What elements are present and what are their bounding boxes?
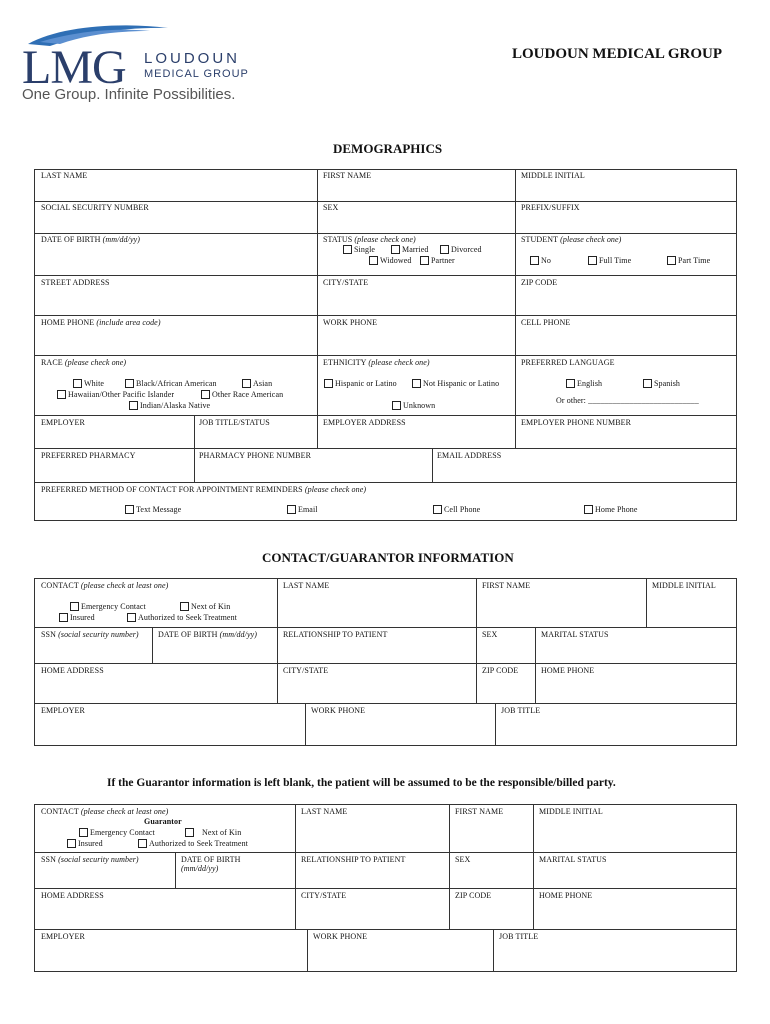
student-parttime-option[interactable]: [667, 256, 710, 265]
dob-hint: (mm/dd/yy): [181, 864, 219, 873]
contact-dob-field[interactable]: [158, 630, 257, 639]
contact-job-title-field[interactable]: JOB TITLE: [501, 706, 541, 715]
work-phone-field[interactable]: WORK PHONE: [323, 318, 378, 327]
status-divorced-option[interactable]: [440, 245, 482, 254]
checkbox-icon[interactable]: [420, 256, 429, 265]
race-hawaiian-option[interactable]: [57, 390, 174, 399]
option-label: Hawaiian/Other Pacific Islander: [68, 390, 175, 399]
contact-home-address-field[interactable]: HOME ADDRESS: [41, 666, 104, 675]
contact-last-name-field[interactable]: LAST NAME: [283, 581, 330, 590]
option-label: White: [84, 379, 105, 388]
prefix-suffix-field[interactable]: PREFIX/SUFFIX: [521, 203, 580, 212]
checkbox-icon[interactable]: [59, 613, 68, 622]
dob-hint: (mm/dd/yy): [102, 235, 141, 244]
status-partner-option[interactable]: [420, 256, 455, 265]
guarantor-subheading: Guarantor: [144, 817, 182, 826]
contact-heading: CONTACT/GUARANTOR INFORMATION: [262, 550, 514, 565]
logo-letters: LMG: [22, 41, 126, 94]
option-label: Full Time: [599, 256, 632, 265]
language-other-field[interactable]: Or other: ___________________________: [556, 396, 699, 405]
guarantor-work-phone-field[interactable]: WORK PHONE: [313, 932, 368, 941]
sex-field[interactable]: SEX: [323, 203, 339, 212]
guarantor-contact-label: [41, 807, 168, 816]
student-label: [521, 235, 621, 244]
option-label: Asian: [253, 379, 273, 388]
ethnicity-text: ETHNICITY: [323, 358, 367, 367]
contact-ssn-field[interactable]: [41, 630, 139, 639]
checkbox-icon[interactable]: [392, 401, 401, 410]
race-other-option[interactable]: [201, 390, 283, 399]
dob-label: DATE OF BIRTH: [181, 855, 241, 864]
checkbox-icon[interactable]: [588, 256, 597, 265]
checkbox-icon[interactable]: [201, 390, 210, 399]
dob-field[interactable]: [41, 235, 140, 244]
checkbox-icon[interactable]: [412, 379, 421, 388]
guarantor-emergency-option[interactable]: [79, 828, 155, 837]
option-label: Black/African American: [136, 379, 217, 388]
option-label: Divorced: [451, 245, 482, 254]
checkbox-icon[interactable]: [530, 256, 539, 265]
email-field[interactable]: EMAIL ADDRESS: [437, 451, 502, 460]
street-address-field[interactable]: STREET ADDRESS: [41, 278, 110, 287]
checkbox-icon[interactable]: [73, 379, 82, 388]
contact-work-phone-field[interactable]: WORK PHONE: [311, 706, 366, 715]
checkbox-icon[interactable]: [324, 379, 333, 388]
status-widowed-option[interactable]: [369, 256, 411, 265]
contact-first-name-field[interactable]: FIRST NAME: [482, 581, 531, 590]
ssn-label: SSN: [41, 630, 56, 639]
checkbox-icon[interactable]: [242, 379, 251, 388]
checkbox-icon[interactable]: [125, 505, 134, 514]
home-phone-label: HOME PHONE: [41, 318, 95, 327]
dob-hint: (mm/dd/yy): [219, 630, 258, 639]
logo-name-line1: LOUDOUN: [144, 50, 241, 67]
option-label: Indian/Alaska Native: [140, 401, 211, 410]
contact-emergency-option[interactable]: [70, 602, 146, 611]
page-title: LOUDOUN MEDICAL GROUP: [512, 46, 723, 62]
contact-text-option[interactable]: [125, 505, 181, 514]
option-label: Spanish: [654, 379, 681, 388]
option-label: Cell Phone: [444, 505, 481, 514]
language-label: PREFERRED LANGUAGE: [521, 358, 615, 367]
checkbox-icon[interactable]: [343, 245, 352, 254]
checkbox-icon[interactable]: [79, 828, 88, 837]
ssn-hint: (social security number): [58, 855, 139, 864]
contact-method-text: PREFERRED METHOD OF CONTACT FOR APPOINTMENT REMINDERS: [41, 485, 303, 494]
status-text: STATUS: [323, 235, 353, 244]
option-label: Next of Kin: [191, 602, 231, 611]
contact-sex-field[interactable]: SEX: [482, 630, 498, 639]
cell-phone-field[interactable]: CELL PHONE: [521, 318, 571, 327]
contact-authorized-option[interactable]: [127, 613, 237, 622]
option-label: Partner: [431, 256, 455, 265]
race-label: [41, 358, 126, 367]
guarantor-marital-field[interactable]: MARITAL STATUS: [539, 855, 607, 864]
contact-hint: (please check at least one): [80, 581, 169, 590]
checkbox-icon[interactable]: [185, 828, 194, 837]
contact-home-option[interactable]: [584, 505, 638, 514]
guarantor-city-state-field[interactable]: CITY/STATE: [301, 891, 347, 900]
employer-address-field[interactable]: EMPLOYER ADDRESS: [323, 418, 406, 427]
option-label: Home Phone: [595, 505, 638, 514]
checkbox-icon[interactable]: [129, 401, 138, 410]
logo: [20, 22, 260, 107]
demographics-table: [34, 169, 737, 521]
guarantor-relationship-field[interactable]: RELATIONSHIP TO PATIENT: [301, 855, 406, 864]
pharmacy-field[interactable]: PREFERRED PHARMACY: [41, 451, 136, 460]
status-label: [323, 235, 416, 244]
guarantor-ssn-field[interactable]: [41, 855, 139, 864]
option-label: Text Message: [136, 505, 182, 514]
language-spanish-option[interactable]: [643, 379, 680, 388]
option-label: Emergency Contact: [81, 602, 146, 611]
guarantor-home-phone-field[interactable]: HOME PHONE: [539, 891, 593, 900]
contact-zip-field[interactable]: ZIP CODE: [482, 666, 519, 675]
ssn-field[interactable]: SOCIAL SECURITY NUMBER: [41, 203, 149, 212]
checkbox-icon[interactable]: [138, 839, 147, 848]
option-label: No: [541, 256, 551, 265]
demographics-heading: DEMOGRAPHICS: [333, 141, 443, 156]
contact-relationship-field[interactable]: RELATIONSHIP TO PATIENT: [283, 630, 388, 639]
checkbox-icon[interactable]: [287, 505, 296, 514]
option-label: Widowed: [380, 256, 412, 265]
option-label: Email: [298, 505, 318, 514]
status-married-option[interactable]: [391, 245, 428, 254]
ethnicity-label: [323, 358, 430, 367]
employer-phone-field[interactable]: EMPLOYER PHONE NUMBER: [521, 418, 632, 427]
contact-nextofkin-option[interactable]: [180, 602, 230, 611]
guarantor-nextofkin-option[interactable]: [185, 828, 241, 837]
guarantor-last-name-field[interactable]: LAST NAME: [301, 807, 348, 816]
ethnicity-hint: (please check one): [368, 358, 430, 367]
option-label: Other Race American: [212, 390, 284, 399]
guarantor-insured-option[interactable]: [67, 839, 103, 848]
guarantor-first-name-field[interactable]: FIRST NAME: [455, 807, 504, 816]
contact-middle-initial-field[interactable]: MIDDLE INITIAL: [652, 581, 716, 590]
race-white-option[interactable]: [73, 379, 104, 388]
status-hint: (please check one): [354, 235, 416, 244]
home-phone-hint: (include area code): [96, 318, 161, 327]
contact-insured-option[interactable]: [59, 613, 95, 622]
job-title-field[interactable]: JOB TITLE/STATUS: [199, 418, 270, 427]
ethnicity-not-hispanic-option[interactable]: [412, 379, 499, 388]
checkbox-icon[interactable]: [369, 256, 378, 265]
option-label: Married: [402, 245, 429, 254]
option-label: Authorized to Seek Treatment: [138, 613, 238, 622]
guarantor-home-address-field[interactable]: HOME ADDRESS: [41, 891, 104, 900]
contact-hint: (please check at least one): [80, 807, 169, 816]
option-label: Next of Kin: [202, 828, 242, 837]
contact-text: CONTACT: [41, 807, 79, 816]
contact-employer-field[interactable]: EMPLOYER: [41, 706, 85, 715]
option-label: English: [577, 379, 603, 388]
zip-code-field[interactable]: ZIP CODE: [521, 278, 558, 287]
guarantor-note: If the Guarantor information is left blank, the patient will be assumed to be the responsible/billed party.: [107, 777, 616, 789]
option-label: Part Time: [678, 256, 711, 265]
contact-text: CONTACT: [41, 581, 79, 590]
student-no-option[interactable]: [530, 256, 551, 265]
city-state-field[interactable]: CITY/STATE: [323, 278, 369, 287]
last-name-field[interactable]: LAST NAME: [41, 171, 88, 180]
checkbox-icon[interactable]: [643, 379, 652, 388]
option-label: Insured: [70, 613, 95, 622]
checkbox-icon[interactable]: [433, 505, 442, 514]
option-label: Hispanic or Latino: [335, 379, 397, 388]
option-label: Insured: [78, 839, 103, 848]
checkbox-icon[interactable]: [180, 602, 189, 611]
guarantor-dob-field[interactable]: [181, 855, 241, 873]
race-hint: (please check one): [64, 358, 127, 367]
dob-label: DATE OF BIRTH: [158, 630, 218, 639]
option-label: Authorized to Seek Treatment: [149, 839, 249, 848]
home-phone-field[interactable]: [41, 318, 161, 327]
ssn-label: SSN: [41, 855, 56, 864]
checkbox-icon[interactable]: [584, 505, 593, 514]
contact-email-option[interactable]: [287, 505, 318, 514]
option-label: Not Hispanic or Latino: [423, 379, 500, 388]
guarantor-job-title-field[interactable]: JOB TITLE: [499, 932, 539, 941]
employer-field[interactable]: EMPLOYER: [41, 418, 85, 427]
contact-method-label: [41, 485, 366, 494]
language-english-option[interactable]: [566, 379, 602, 388]
logo-name-line2: MEDICAL GROUP: [144, 68, 249, 80]
contact-cell-option[interactable]: [433, 505, 480, 514]
guarantor-employer-field[interactable]: EMPLOYER: [41, 932, 85, 941]
student-text: STUDENT: [521, 235, 558, 244]
contact-marital-field[interactable]: MARITAL STATUS: [541, 630, 609, 639]
checkbox-icon[interactable]: [67, 839, 76, 848]
ethnicity-unknown-option[interactable]: [392, 401, 435, 410]
guarantor-zip-field[interactable]: ZIP CODE: [455, 891, 492, 900]
checkbox-icon[interactable]: [127, 613, 136, 622]
checkbox-icon[interactable]: [566, 379, 575, 388]
status-single-option[interactable]: [343, 245, 375, 254]
checkbox-icon[interactable]: [667, 256, 676, 265]
contact-city-state-field[interactable]: CITY/STATE: [283, 666, 329, 675]
ethnicity-hispanic-option[interactable]: [324, 379, 397, 388]
guarantor-sex-field[interactable]: SEX: [455, 855, 471, 864]
dob-label: DATE OF BIRTH: [41, 235, 101, 244]
option-label: Emergency Contact: [90, 828, 155, 837]
checkbox-icon[interactable]: [391, 245, 400, 254]
race-indian-option[interactable]: [129, 401, 210, 410]
contact-method-hint: (please check one): [304, 485, 367, 494]
contact-home-phone-field[interactable]: HOME PHONE: [541, 666, 595, 675]
race-text: RACE: [41, 358, 63, 367]
contact-label: [41, 581, 168, 590]
ssn-hint: (social security number): [58, 630, 139, 639]
pharmacy-phone-field[interactable]: PHARMACY PHONE NUMBER: [199, 451, 312, 460]
first-name-field[interactable]: FIRST NAME: [323, 171, 372, 180]
guarantor-authorized-option[interactable]: [138, 839, 248, 848]
checkbox-icon[interactable]: [125, 379, 134, 388]
student-fulltime-option[interactable]: [588, 256, 631, 265]
middle-initial-field[interactable]: MIDDLE INITIAL: [521, 171, 585, 180]
race-black-option[interactable]: [125, 379, 217, 388]
student-hint: (please check one): [560, 235, 622, 244]
checkbox-icon[interactable]: [440, 245, 449, 254]
logo-tagline: One Group. Infinite Possibilities.: [22, 86, 236, 103]
checkbox-icon[interactable]: [70, 602, 79, 611]
option-label: Single: [354, 245, 376, 254]
checkbox-icon[interactable]: [57, 390, 66, 399]
guarantor-middle-initial-field[interactable]: MIDDLE INITIAL: [539, 807, 603, 816]
race-asian-option[interactable]: [242, 379, 272, 388]
option-label: Unknown: [403, 401, 436, 410]
